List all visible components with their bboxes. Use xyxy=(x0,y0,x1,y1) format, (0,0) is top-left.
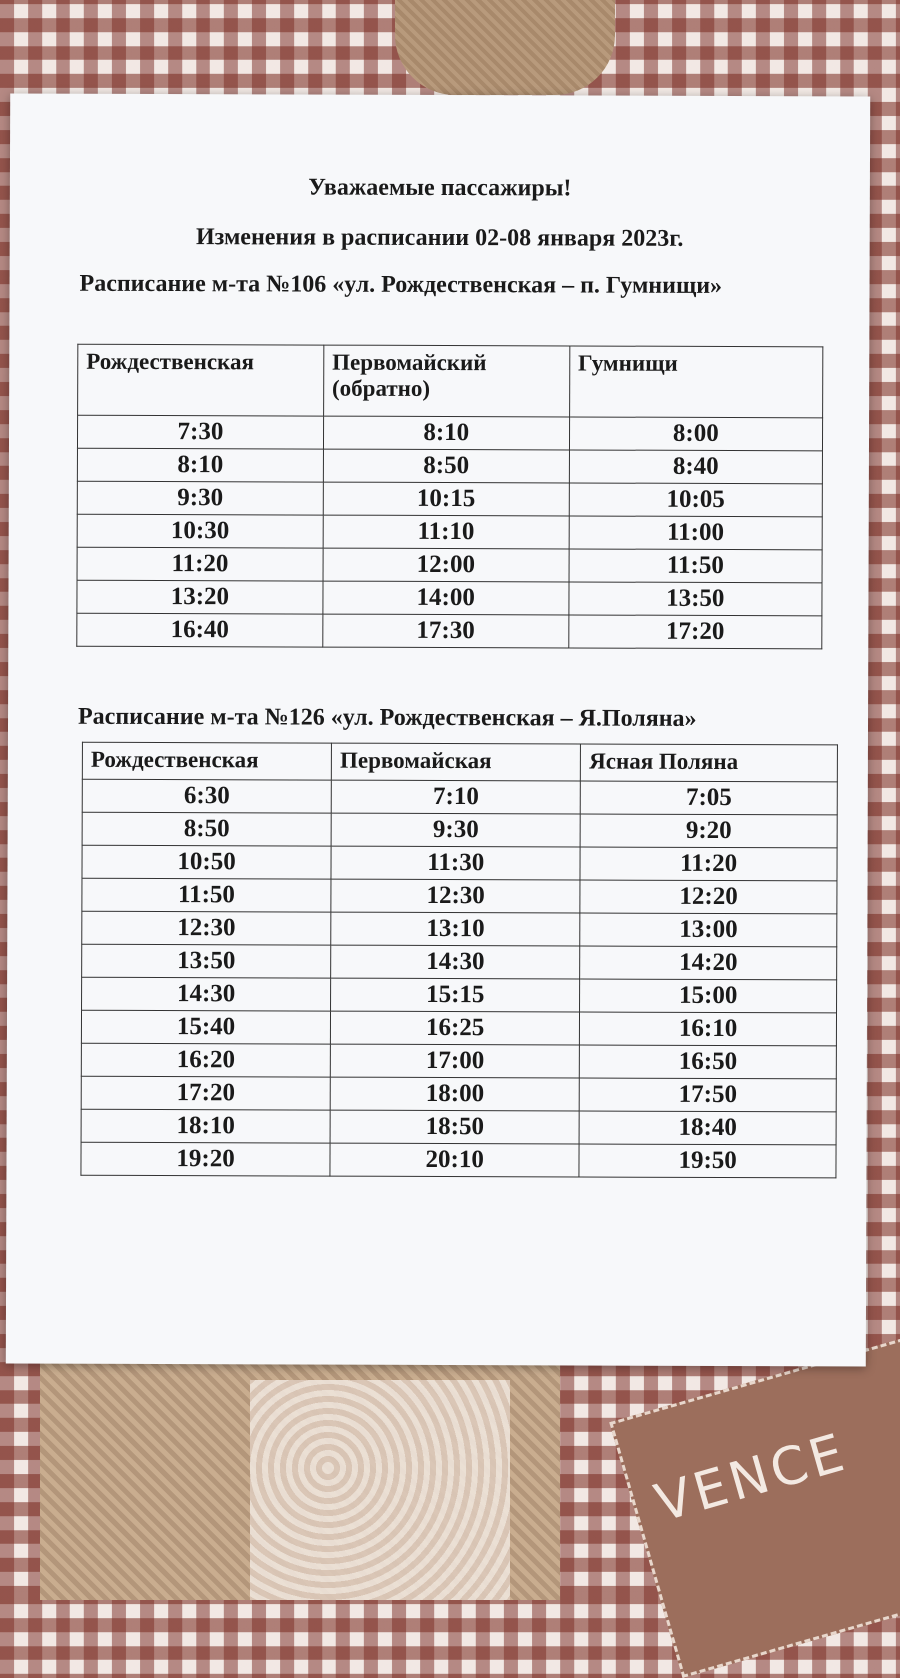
table-row xyxy=(82,944,837,980)
time-cell: 13:10 xyxy=(331,912,580,946)
time-cell: 10:30 xyxy=(77,514,323,548)
table-row xyxy=(82,878,837,914)
time-cell: 7:30 xyxy=(77,415,323,449)
time-cell: 12:30 xyxy=(82,911,331,945)
table-row xyxy=(81,1043,836,1079)
time-cell: 10:05 xyxy=(569,483,822,517)
table-row xyxy=(82,812,837,848)
time-cell: 16:20 xyxy=(81,1043,330,1077)
table-row xyxy=(77,514,822,550)
column-header: Рождественская xyxy=(82,742,331,780)
table-row xyxy=(81,1142,836,1178)
column-header: Первомайская xyxy=(331,743,580,781)
time-cell: 13:50 xyxy=(569,582,822,616)
decorative-card xyxy=(609,1338,900,1678)
time-cell: 8:10 xyxy=(323,416,569,450)
route-126-title: Расписание м-та №126 «ул. Рождественская – Я.Поляна» xyxy=(77,703,697,732)
notice-heading: Изменения в расписании 02-08 января 2023г. xyxy=(195,224,684,252)
time-cell: 8:40 xyxy=(569,450,822,484)
time-cell: 11:20 xyxy=(580,847,837,881)
time-cell: 7:10 xyxy=(331,780,580,814)
time-cell: 17:20 xyxy=(568,615,821,649)
table-row xyxy=(77,415,822,451)
table-row xyxy=(82,779,837,815)
time-cell: 12:20 xyxy=(580,880,837,914)
time-cell: 18:40 xyxy=(579,1111,836,1145)
time-cell: 17:20 xyxy=(81,1076,330,1110)
time-cell: 15:15 xyxy=(331,978,580,1012)
time-cell: 9:20 xyxy=(580,814,837,848)
time-cell: 14:30 xyxy=(331,945,580,979)
time-cell: 8:50 xyxy=(82,812,331,846)
time-cell: 18:00 xyxy=(330,1077,579,1111)
table-row xyxy=(77,448,822,484)
time-cell: 11:50 xyxy=(569,549,822,583)
table-header-row xyxy=(82,742,837,782)
time-cell: 17:00 xyxy=(330,1044,579,1078)
time-cell: 12:00 xyxy=(323,548,569,582)
table-row xyxy=(81,1010,836,1046)
table-row xyxy=(82,977,837,1013)
table-row xyxy=(77,547,822,583)
time-cell: 18:50 xyxy=(330,1110,579,1144)
time-cell: 17:30 xyxy=(323,614,569,648)
time-cell: 11:10 xyxy=(323,515,569,549)
time-cell: 15:40 xyxy=(81,1010,330,1044)
time-cell: 11:20 xyxy=(77,547,323,581)
time-cell: 7:05 xyxy=(580,781,837,815)
time-cell: 8:50 xyxy=(323,449,569,483)
lace-decoration xyxy=(250,1380,510,1600)
column-header: Гумнищи xyxy=(569,346,823,418)
table-row xyxy=(81,1076,836,1112)
burlap-decoration-top xyxy=(395,0,615,95)
time-cell: 9:30 xyxy=(331,813,580,847)
time-cell: 19:20 xyxy=(81,1142,330,1176)
table-row xyxy=(77,613,822,649)
table-row xyxy=(82,911,837,947)
time-cell: 14:00 xyxy=(323,581,569,615)
time-cell: 15:00 xyxy=(580,979,837,1013)
time-cell: 14:20 xyxy=(580,946,837,980)
time-cell: 11:00 xyxy=(569,516,822,550)
table-row xyxy=(81,1109,836,1145)
time-cell: 14:30 xyxy=(82,977,331,1011)
route-126-table xyxy=(80,742,838,1179)
table-row xyxy=(82,845,837,881)
time-cell: 8:00 xyxy=(569,417,822,451)
table-header-row xyxy=(78,344,823,418)
table-row xyxy=(77,580,822,616)
route-106-table xyxy=(76,344,823,650)
time-cell: 17:50 xyxy=(579,1078,836,1112)
schedule-sheet xyxy=(6,94,870,1367)
decorative-card-text: VENCE xyxy=(648,1422,855,1535)
time-cell: 20:10 xyxy=(330,1143,579,1177)
time-cell: 19:50 xyxy=(579,1144,836,1178)
time-cell: 11:50 xyxy=(82,878,331,912)
time-cell: 10:50 xyxy=(82,845,331,879)
column-header: Первомайский (обратно) xyxy=(323,345,569,417)
table-row xyxy=(77,481,822,517)
time-cell: 12:30 xyxy=(331,879,580,913)
time-cell: 9:30 xyxy=(77,481,323,515)
time-cell: 16:50 xyxy=(580,1045,837,1079)
time-cell: 18:10 xyxy=(81,1109,330,1143)
time-cell: 13:00 xyxy=(580,913,837,947)
time-cell: 16:25 xyxy=(331,1011,580,1045)
greeting-heading: Уважаемые пассажиры! xyxy=(308,174,572,202)
time-cell: 10:15 xyxy=(323,482,569,516)
time-cell: 13:20 xyxy=(77,580,323,614)
time-cell: 8:10 xyxy=(77,448,323,482)
time-cell: 13:50 xyxy=(82,944,331,978)
column-header: Рождественская xyxy=(78,344,324,416)
time-cell: 16:40 xyxy=(77,613,323,647)
time-cell: 6:30 xyxy=(82,779,331,813)
time-cell: 11:30 xyxy=(331,846,580,880)
route-106-title: Расписание м-та №106 «ул. Рождественская – п. Гумнищи» xyxy=(79,270,723,299)
time-cell: 16:10 xyxy=(580,1012,837,1046)
column-header: Ясная Поляна xyxy=(581,744,838,782)
